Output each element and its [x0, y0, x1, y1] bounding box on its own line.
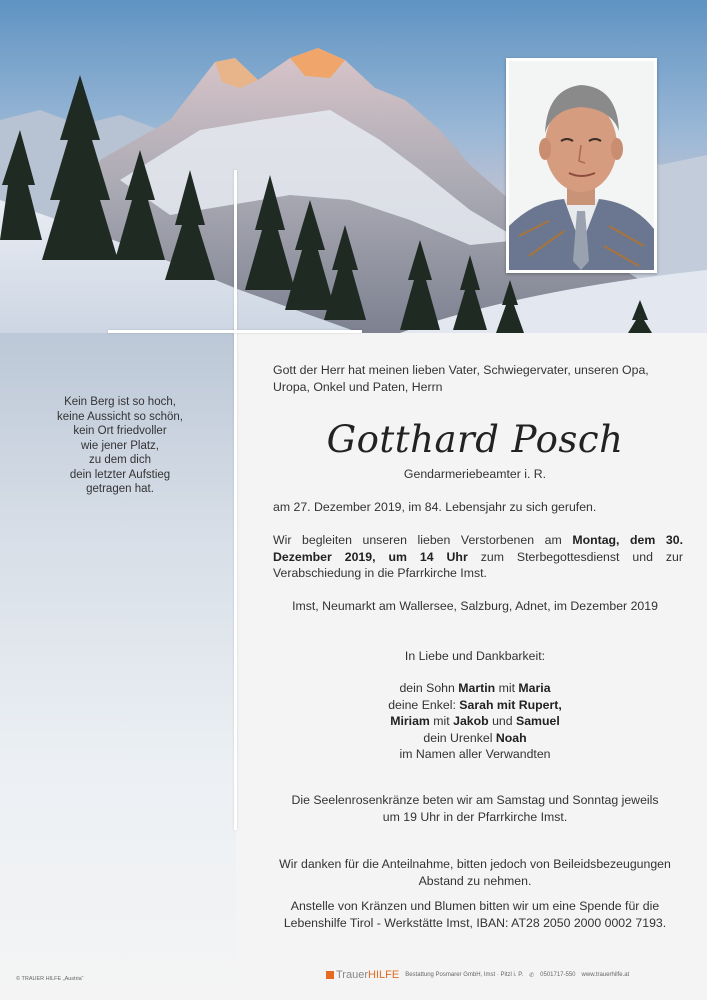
thanks-line: Wir danken für die Anteilnahme, bitten jedoch von Beileidsbezeugungen	[279, 857, 671, 871]
family-name: Maria	[518, 681, 551, 695]
family-text: dein Urenkel	[423, 730, 496, 745]
family-name: Martin	[458, 681, 496, 695]
ceremony-notice	[273, 532, 683, 582]
family-text: mit	[429, 714, 454, 728]
donation-line: Anstelle von Kränzen und Blumen bitten wir um eine Spende für die	[290, 899, 660, 913]
company-name: Bestattung Posmarer GmbH, Imst · Pitzl i. P.	[405, 972, 524, 978]
ceremony-text-before: Wir begleiten unseren lieben Verstorbenen am	[273, 533, 573, 547]
donation-notice	[260, 898, 690, 931]
deceased-name: Gotthard Posch	[326, 418, 624, 461]
death-notice: am 27. Dezember 2019, im 84. Lebensjahr zu sich gerufen.	[273, 500, 597, 514]
poem-line: wie jener Platz,	[81, 439, 159, 452]
rosary-notice	[260, 792, 690, 825]
family-text: deine Enkel:	[388, 697, 460, 712]
poem	[20, 395, 220, 497]
family-text: dein Sohn	[399, 681, 459, 695]
logo-hilfe: HILFE	[368, 969, 400, 981]
family-list	[260, 680, 690, 763]
intro-text: Gott der Herr hat meinen lieben Vater, Schwiegervater, unseren Opa, Uropa, Onkel und Paten, Herrn	[273, 363, 649, 394]
poem-line: kein Ort friedvoller	[73, 425, 167, 437]
poem-line: Kein Berg ist so hoch,	[64, 396, 176, 408]
donation-line: Lebenshilfe Tirol - Werkstätte Imst, IBAN: AT28 2050 2000 0002 7193.	[283, 915, 667, 930]
poem-line: getragen hat.	[86, 483, 154, 495]
family-name: Jakob	[453, 714, 489, 728]
rosary-line: um 19 Uhr in der Pfarrkirche Imst.	[382, 809, 568, 824]
family-text: mit	[495, 681, 519, 695]
trauerhilfe-logo	[326, 969, 399, 981]
web-address: www.trauerhilfe.at	[581, 972, 630, 978]
rosary-line: Die Seelenrosenkränze beten wir am Samstag und Sonntag jeweils	[291, 793, 659, 807]
ceremony-date: Montag, dem 30. Dezember 2019, um 14 Uhr	[273, 533, 683, 564]
places-date: Imst, Neumarkt am Wallersee, Salzburg, Adnet, im Dezember 2019	[292, 599, 658, 613]
poem-line: dein letzter Aufstieg	[69, 468, 171, 481]
family-line	[260, 713, 690, 730]
thanks-notice	[260, 856, 690, 889]
footer	[326, 969, 629, 981]
family-name: Samuel	[516, 714, 560, 728]
deceased-title: Gendarmeriebeamter i. R.	[403, 467, 547, 481]
cross-vertical-bar	[234, 170, 237, 830]
logo-mark-icon	[326, 971, 334, 979]
family-line: im Namen aller Verwandten	[399, 747, 551, 761]
copyright-notice: © TRAUER HILFE „Austria“	[16, 976, 84, 982]
family-text: und	[488, 714, 517, 728]
family-line	[260, 730, 690, 747]
poem-line: zu dem dich	[88, 454, 151, 466]
poem-line: keine Aussicht so schön,	[57, 410, 183, 423]
logo-trauer: Trauer	[336, 969, 368, 981]
family-name: Sarah mit Rupert,	[459, 697, 562, 712]
family-name: Miriam	[390, 714, 430, 728]
ceremony-text-after: zum Sterbegottesdienst und zur Verabschiedung in die Pfarrkirche Imst.	[273, 549, 683, 580]
family-line	[260, 697, 690, 714]
love-heading: In Liebe und Dankbarkeit:	[404, 649, 546, 663]
family-name: Noah	[495, 730, 527, 745]
portrait-photo	[506, 58, 657, 273]
phone-icon: ✆	[529, 972, 535, 979]
phone-number: 0501717-550	[540, 972, 576, 978]
family-line	[260, 680, 690, 697]
cross-horizontal-bar	[108, 330, 362, 333]
thanks-line: Abstand zu nehmen.	[418, 873, 532, 888]
